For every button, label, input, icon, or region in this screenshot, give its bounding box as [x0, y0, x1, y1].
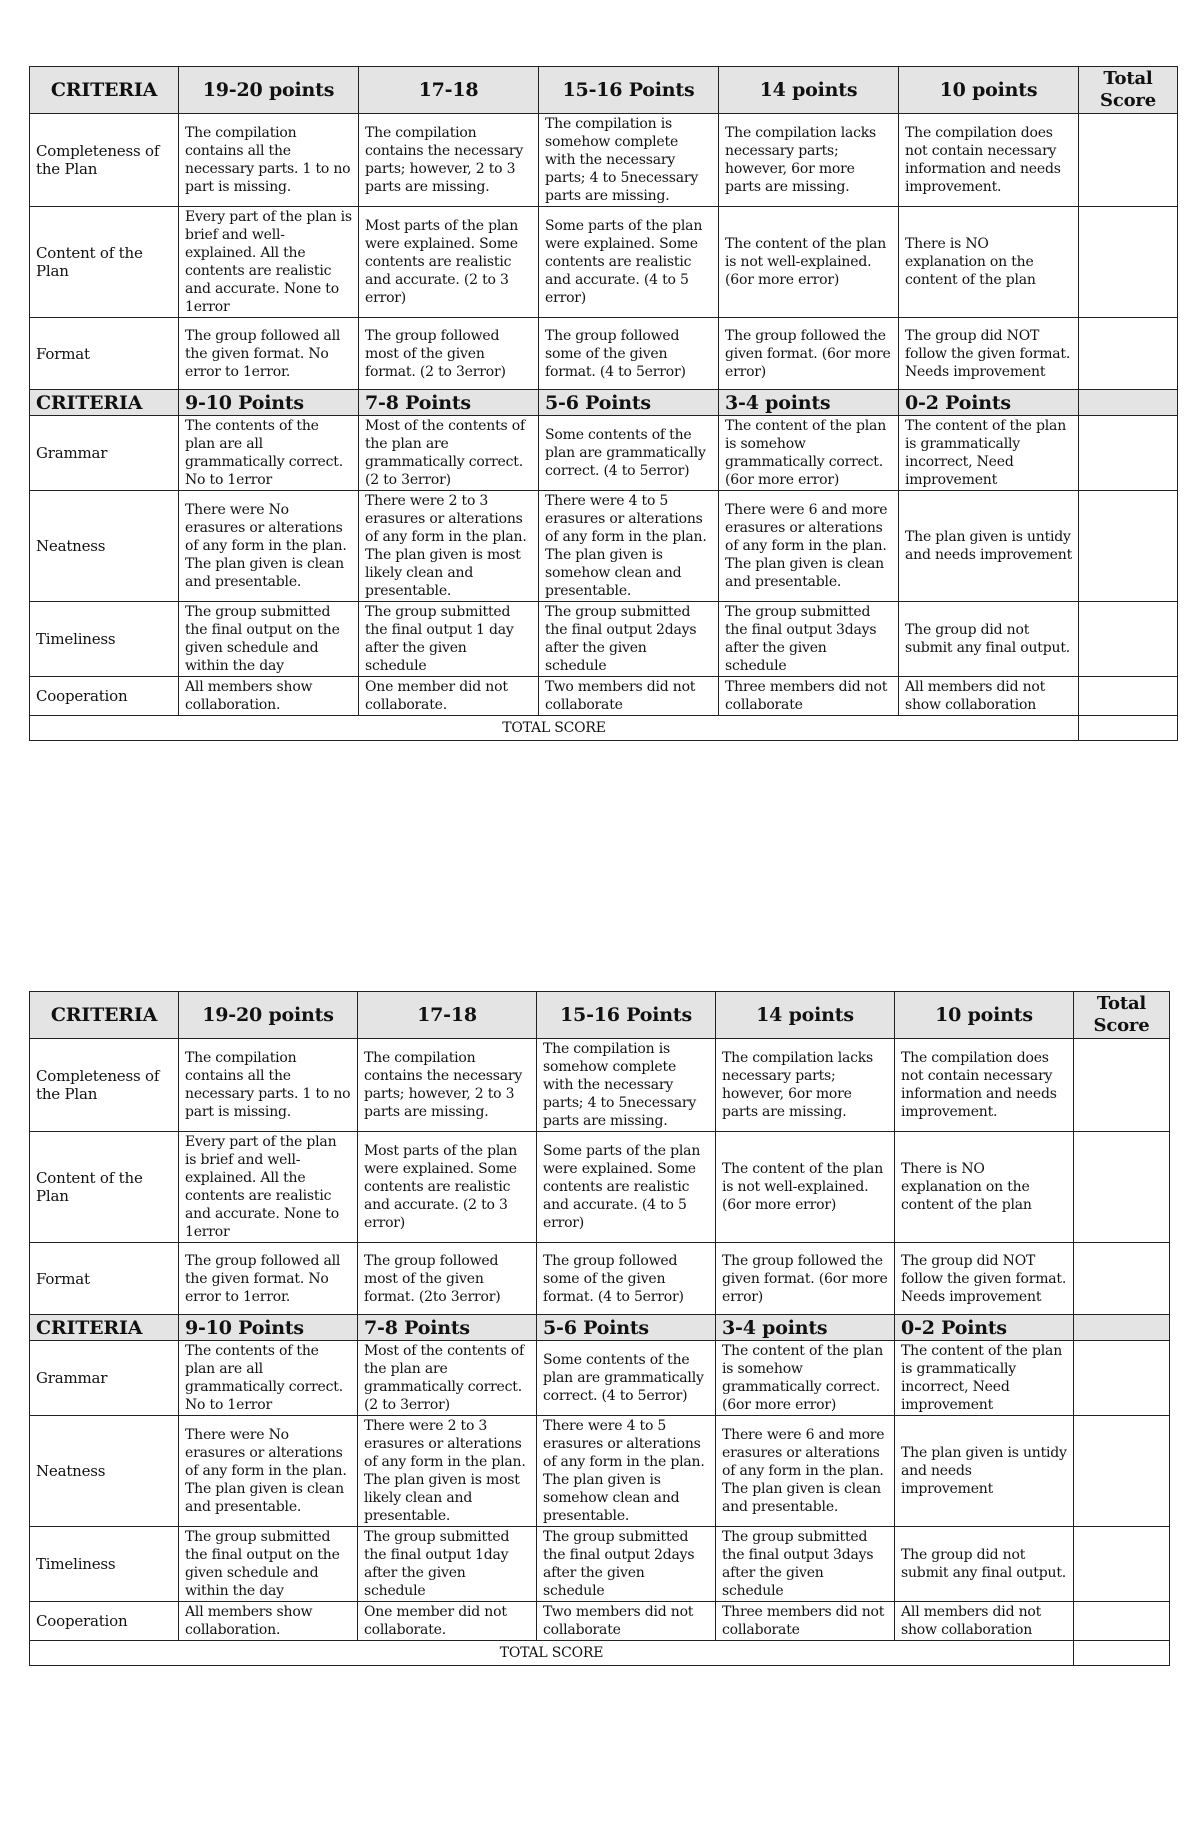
points-header: 19-20 points [179, 67, 359, 114]
rubric-cell: Every part of the plan is brief and well-explained. All the contents are realistic and accurate. None to 1error [179, 207, 359, 318]
rubric-row [30, 1602, 1170, 1641]
rubric-cell: The group followed all the given format. No error to 1error. [179, 1243, 358, 1315]
rubric-cell: One member did not collaborate. [359, 677, 539, 716]
rubric-cell: The group followed some of the given format. (4 to 5error) [537, 1243, 716, 1315]
rubric-cell: Most parts of the plan were explained. Some contents are realistic and accurate. (2 to 3 error) [359, 207, 539, 318]
score-cell[interactable] [1079, 491, 1178, 602]
rubric-cell: There is NO explanation on the content of the plan [899, 207, 1079, 318]
criterion-label: Format [30, 1243, 179, 1315]
blank-header [1079, 390, 1178, 416]
points-header: 0-2 Points [899, 390, 1079, 416]
rubric-cell: Most of the contents of the plan are grammatically correct. (2 to 3error) [358, 1341, 537, 1416]
rubric-cell: All members did not show collaboration [895, 1602, 1074, 1641]
rubric-cell: There is NO explanation on the content of the plan [895, 1132, 1074, 1243]
points-header: 3-4 points [716, 1315, 895, 1341]
rubric-cell: Some parts of the plan were explained. Some contents are realistic and accurate. (4 to 5 error) [539, 207, 719, 318]
points-header: 14 points [716, 992, 895, 1039]
criterion-label: Grammar [30, 1341, 179, 1416]
rubric-cell: The group submitted the final output 2days after the given schedule [539, 602, 719, 677]
points-header: 15-16 Points [539, 67, 719, 114]
rubric-row [30, 318, 1178, 390]
rubric-row [30, 1341, 1170, 1416]
total-score-label: TOTAL SCORE [30, 716, 1079, 741]
total-score-cell[interactable] [1079, 716, 1178, 741]
points-header: 17-18 [359, 67, 539, 114]
criterion-label: Format [30, 318, 179, 390]
rubric-cell: Three members did not collaborate [719, 677, 899, 716]
score-cell[interactable] [1079, 416, 1178, 491]
criteria-header: CRITERIA [30, 390, 179, 416]
points-header: 10 points [895, 992, 1074, 1039]
criteria-header: CRITERIA [30, 1315, 179, 1341]
total-score-header: Total Score [1079, 67, 1178, 114]
criterion-label: Cooperation [30, 677, 179, 716]
rubric-cell: Most of the contents of the plan are grammatically correct. (2 to 3error) [359, 416, 539, 491]
rubric-cell: There were 6 and more erasures or alterations of any form in the plan. The plan given is clean and presentable. [719, 491, 899, 602]
points-header: 19-20 points [179, 992, 358, 1039]
rubric-cell: There were 2 to 3 erasures or alterations of any form in the plan. The plan given is most likely clean and presentable. [358, 1416, 537, 1527]
rubric-cell: The group submitted the final output 3days after the given schedule [716, 1527, 895, 1602]
rubric-cell: The plan given is untidy and needs improvement [899, 491, 1079, 602]
rubric-cell: The group submitted the final output 3days after the given schedule [719, 602, 899, 677]
rubric-cell: The group followed the given format. (6or more error) [719, 318, 899, 390]
criterion-label: Neatness [30, 1416, 179, 1527]
rubric-table-2 [29, 991, 1170, 1666]
score-cell[interactable] [1074, 1132, 1170, 1243]
points-header: 15-16 Points [537, 992, 716, 1039]
rubric-cell: The group did NOT follow the given format. Needs improvement [895, 1243, 1074, 1315]
total-score-row [30, 716, 1178, 741]
points-header: 5-6 Points [539, 390, 719, 416]
rubric-row [30, 1243, 1170, 1315]
points-header: 7-8 Points [359, 390, 539, 416]
rubric-cell: The content of the plan is not well-explained. (6or more error) [716, 1132, 895, 1243]
total-score-header: Total Score [1074, 992, 1170, 1039]
header-row [30, 992, 1170, 1039]
rubric-cell: Some contents of the plan are grammatically correct. (4 to 5error) [537, 1341, 716, 1416]
criterion-label: Neatness [30, 491, 179, 602]
rubric-cell: The compilation contains the necessary parts; however, 2 to 3 parts are missing. [358, 1039, 537, 1132]
criterion-label: Content of the Plan [30, 207, 179, 318]
criteria-header: CRITERIA [30, 67, 179, 114]
rubric-cell: There were 4 to 5 erasures or alterations of any form in the plan. The plan given is somehow clean and presentable. [539, 491, 719, 602]
rubric-cell: The compilation contains the necessary parts; however, 2 to 3 parts are missing. [359, 114, 539, 207]
rubric-cell: The contents of the plan are all grammatically correct. No to 1error [179, 1341, 358, 1416]
score-cell[interactable] [1074, 1602, 1170, 1641]
rubric-cell: The content of the plan is somehow grammatically correct. (6or more error) [716, 1341, 895, 1416]
rubric-cell: The compilation is somehow complete with the necessary parts; 4 to 5necessary parts are missing. [537, 1039, 716, 1132]
points-header: 0-2 Points [895, 1315, 1074, 1341]
rubric-cell: The compilation lacks necessary parts; however, 6or more parts are missing. [719, 114, 899, 207]
criterion-label: Completeness of the Plan [30, 1039, 179, 1132]
rubric-row [30, 602, 1178, 677]
rubric-row [30, 114, 1178, 207]
points-header: 9-10 Points [179, 390, 359, 416]
subheader-row [30, 1315, 1170, 1341]
rubric-cell: Two members did not collaborate [539, 677, 719, 716]
rubric-cell: The compilation is somehow complete with the necessary parts; 4 to 5necessary parts are missing. [539, 114, 719, 207]
rubric-cell: The compilation contains all the necessary parts. 1 to no part is missing. [179, 114, 359, 207]
rubric-cell: Every part of the plan is brief and well-explained. All the contents are realistic and accurate. None to 1error [179, 1132, 358, 1243]
points-header: 7-8 Points [358, 1315, 537, 1341]
criterion-label: Cooperation [30, 1602, 179, 1641]
rubric-cell: The content of the plan is not well-explained. (6or more error) [719, 207, 899, 318]
rubric-table-1 [29, 66, 1178, 741]
rubric-cell: All members show collaboration. [179, 1602, 358, 1641]
points-header: 14 points [719, 67, 899, 114]
points-header: 3-4 points [719, 390, 899, 416]
rubric-cell: The group submitted the final output 1day after the given schedule [358, 1527, 537, 1602]
criterion-label: Content of the Plan [30, 1132, 179, 1243]
rubric-cell: The content of the plan is grammatically incorrect, Need improvement [899, 416, 1079, 491]
criterion-label: Completeness of the Plan [30, 114, 179, 207]
score-cell[interactable] [1079, 602, 1178, 677]
rubric-cell: The group submitted the final output 2days after the given schedule [537, 1527, 716, 1602]
rubric-cell: The contents of the plan are all grammatically correct. No to 1error [179, 416, 359, 491]
rubric-cell: The plan given is untidy and needs improvement [895, 1416, 1074, 1527]
rubric-cell: The content of the plan is grammatically incorrect, Need improvement [895, 1341, 1074, 1416]
criterion-label: Timeliness [30, 602, 179, 677]
rubric-cell: All members did not show collaboration [899, 677, 1079, 716]
blank-header [1074, 1315, 1170, 1341]
rubric-row [30, 491, 1178, 602]
rubric-cell: The content of the plan is somehow grammatically correct. (6or more error) [719, 416, 899, 491]
rubric-row [30, 416, 1178, 491]
rubric-cell: Three members did not collaborate [716, 1602, 895, 1641]
rubric-cell: Some parts of the plan were explained. Some contents are realistic and accurate. (4 to 5 error) [537, 1132, 716, 1243]
rubric-cell: The compilation does not contain necessary information and needs improvement. [895, 1039, 1074, 1132]
rubric-cell: The group followed most of the given format. (2 to 3error) [359, 318, 539, 390]
points-header: 17-18 [358, 992, 537, 1039]
rubric-cell: Most parts of the plan were explained. Some contents are realistic and accurate. (2 to 3 error) [358, 1132, 537, 1243]
rubric-cell: There were 2 to 3 erasures or alterations of any form in the plan. The plan given is most likely clean and presentable. [359, 491, 539, 602]
points-header: 5-6 Points [537, 1315, 716, 1341]
rubric-row [30, 1039, 1170, 1132]
score-cell[interactable] [1074, 1039, 1170, 1132]
rubric-cell: All members show collaboration. [179, 677, 359, 716]
rubric-cell: There were No erasures or alterations of any form in the plan. The plan given is clean and presentable. [179, 491, 359, 602]
rubric-row [30, 1132, 1170, 1243]
subheader-row [30, 390, 1178, 416]
rubric-row [30, 1527, 1170, 1602]
header-row [30, 67, 1178, 114]
rubric-cell: Some contents of the plan are grammatically correct. (4 to 5error) [539, 416, 719, 491]
score-cell[interactable] [1079, 677, 1178, 716]
rubric-cell: The compilation does not contain necessary information and needs improvement. [899, 114, 1079, 207]
criterion-label: Timeliness [30, 1527, 179, 1602]
rubric-cell: The group followed the given format. (6or more error) [716, 1243, 895, 1315]
rubric-cell: The compilation lacks necessary parts; however, 6or more parts are missing. [716, 1039, 895, 1132]
points-header: 10 points [899, 67, 1079, 114]
rubric-cell: The group submitted the final output on the given schedule and within the day [179, 1527, 358, 1602]
score-cell[interactable] [1079, 207, 1178, 318]
rubric-cell: The group followed most of the given format. (2to 3error) [358, 1243, 537, 1315]
rubric-row [30, 677, 1178, 716]
rubric-cell: The group submitted the final output 1 day after the given schedule [359, 602, 539, 677]
score-cell[interactable] [1074, 1243, 1170, 1315]
criteria-header: CRITERIA [30, 992, 179, 1039]
total-score-cell[interactable] [1074, 1641, 1170, 1666]
rubric-row [30, 207, 1178, 318]
total-score-row [30, 1641, 1170, 1666]
rubric-row [30, 1416, 1170, 1527]
criterion-label: Grammar [30, 416, 179, 491]
total-score-label: TOTAL SCORE [30, 1641, 1074, 1666]
rubric-cell: One member did not collaborate. [358, 1602, 537, 1641]
rubric-cell: The group did not submit any final output. [895, 1527, 1074, 1602]
score-cell[interactable] [1079, 318, 1178, 390]
rubric-cell: There were No erasures or alterations of any form in the plan. The plan given is clean and presentable. [179, 1416, 358, 1527]
score-cell[interactable] [1074, 1416, 1170, 1527]
rubric-cell: There were 4 to 5 erasures or alterations of any form in the plan. The plan given is somehow clean and presentable. [537, 1416, 716, 1527]
rubric-cell: There were 6 and more erasures or alterations of any form in the plan. The plan given is clean and presentable. [716, 1416, 895, 1527]
score-cell[interactable] [1074, 1527, 1170, 1602]
rubric-cell: The compilation contains all the necessary parts. 1 to no part is missing. [179, 1039, 358, 1132]
rubric-cell: The group did not submit any final output. [899, 602, 1079, 677]
rubric-cell: The group submitted the final output on the given schedule and within the day [179, 602, 359, 677]
rubric-cell: The group did NOT follow the given format. Needs improvement [899, 318, 1079, 390]
rubric-cell: Two members did not collaborate [537, 1602, 716, 1641]
score-cell[interactable] [1074, 1341, 1170, 1416]
score-cell[interactable] [1079, 114, 1178, 207]
rubric-cell: The group followed some of the given format. (4 to 5error) [539, 318, 719, 390]
rubric-cell: The group followed all the given format. No error to 1error. [179, 318, 359, 390]
points-header: 9-10 Points [179, 1315, 358, 1341]
